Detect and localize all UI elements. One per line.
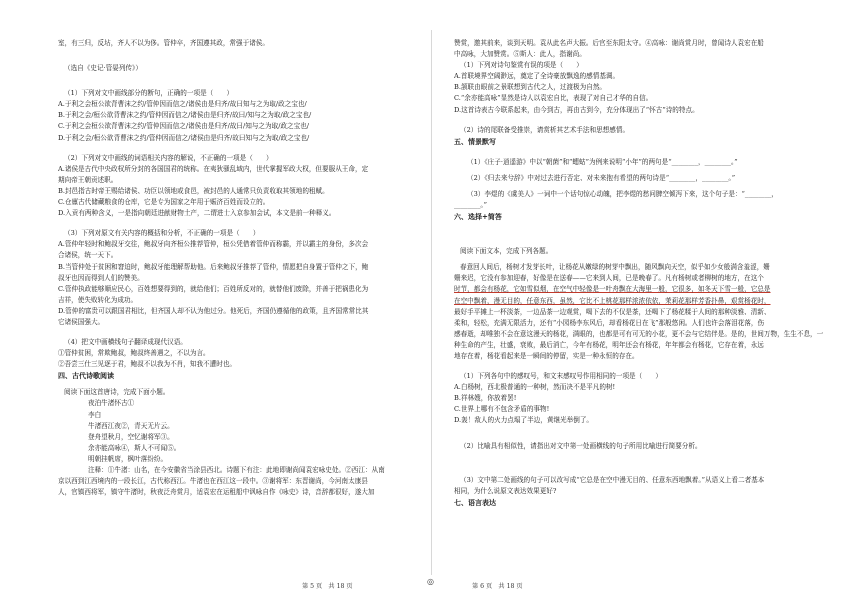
note-cont-2: 中高咏，大加赞赏。⑤斯人：此人，指谢尚。 [454, 50, 586, 59]
note-cont-1: 赞赏，邀其前来，谈到天明。袁从此名声大振。后官至东阳太守。④高咏：谢尚赏月时，曾闻诗人袁宏在船 [454, 39, 764, 47]
poem-intro: 阅读下面这首唐诗，完成下面小题。 [64, 388, 170, 397]
q3-option-d-cont: 它诸侯国强大。 [58, 317, 105, 326]
reading-q1-option-d: D.轰！敌人的火力点塌了半边，黄继光举倒了。 [454, 416, 594, 425]
passage-line-3: 时节，都会有杨花，它如雪似烟，在空气中轻像是一叶舟飘在大海里一般，它很多，如冬天下雪一般，它总是 [454, 285, 771, 294]
poem-note: 注释：①牛渚：山名，在今安徽省当涂县西北。诗题下有注：此地即谢尚闻袁宏咏史处。②西江：从南 [88, 466, 385, 474]
q3-option-a: A.管仲年轻时和鲍叔牙交往，鲍叔牙向齐桓公推荐管仲，桓公凭借着管仲而称霸，并以霸主的身份，多次会 [58, 240, 369, 249]
reading-q1-option-c: C.世界上哪有不包含矛盾的事物! [454, 405, 550, 414]
q4-stem: （4）把文中画横线句子翻译成现代汉语。 [64, 338, 187, 347]
passage-line-4: 在空中飘着，漫无目的，任意东西，虽然，它比不上桃花那样浓浓依依，茉莉花那样芳香扑鼻，艰赏杨花时， [454, 296, 771, 305]
intro-line: 室，有三归，反坫，齐人不以为侈。管仲卒，齐国遵其政，常强于诸侯。 [58, 39, 269, 47]
q3-option-c: C.管仲执政能够顺应民心，百姓想要得到的，就给他们；百姓所反对的，就替他们废除，并善于把祸患化为 [58, 284, 369, 293]
poem-line-2: 登舟望秋月，空忆谢将军③。 [88, 432, 174, 441]
q1-option-b: B.于利之会/桓公欲背曹沫之约/管仲因而信之/诸侯由是归齐/故曰/知与之为取/政之宝也/ [58, 111, 312, 120]
q2-option-d: D.入贡有两种含义，一是指向朝廷进献财物土产，二谓进士入京参加会试，本文是前一种释义。 [58, 209, 336, 218]
poem-q1-option-a: A.首联境界空阔渺远，奠定了全诗豪放飘逸的感情基调。 [454, 72, 620, 81]
passage-line-1: 春意回人间后，杨树才发芽长叶，让杨花从嫩绿的树芽中飘出，随风飘向天空，似乎如少女般满含羞涩，姗 [460, 263, 770, 272]
q2-stem: （2）下列对文中画线的词语相关内容的解说，不正确的一项是（ ） [64, 153, 273, 162]
reading-q1-option-b: B.祥林嫂，你放着罢! [454, 394, 517, 403]
passage-line-8: 种生命的产生，壮盛，衰败，最后消亡，今年有杨花，明年还会有杨花，年年都会有杨花，它存在着，永远 [454, 340, 764, 349]
poem-q1-option-d: D.这首诗表古今联系起来，由今到古，再由古到今，充分体现出了“怀古”诗的特点。 [454, 105, 699, 114]
q3-option-a-cont: 合诸侯，统一天下。 [58, 251, 118, 260]
poem-q2: （2）诗的尾联备受推崇，请赏析其艺术手法和思想感情。 [460, 125, 630, 134]
poem-note-cont-2: 人，官镇西将军，镇守牛渚时，秋夜泛舟赏月，适袁宏在运租船中讽咏自作《咏史》诗，音辞都很好，遂大加 [58, 488, 375, 497]
reading-intro: 阅读下面文本，完成下列各题。 [460, 247, 553, 256]
section-6-title: 六、选择+简答 [454, 212, 502, 222]
section-4-title: 四、古代诗歌阅读 [58, 371, 114, 381]
q3-option-b: B.当管仲处于贫困和窘迫时，鲍叔牙能理解帮助他。后来鲍叔牙推荐了管仲，情愿把自身置于管仲之下，鲍 [58, 262, 369, 271]
reading-q1-option-a: A.白杨树，西北极普通的一种树，然而决不是平凡的树! [454, 383, 616, 392]
poem-line-1: 牛渚西江夜②，青天无片云。 [88, 421, 174, 430]
q2-option-c: C.仓廪古代储藏粮食的仓库，它是专为国家之年用于赈济百姓而设立的。 [58, 198, 270, 207]
poem-q1-option-c: C.“余亦能高咏”显然是诗人以袁宏自比，表现了对自己才华的自信。 [454, 94, 653, 103]
passage-line-2: 姗来迟，它没有参加迎春，好像是在送春——它来到人间，已是晚春了。凡有杨树或者柳树的地方，在这个 [454, 274, 764, 283]
reading-q1-stem: （1）下列各句中的感叹号，和文末感叹号作用相同的一项是（ ） [460, 372, 663, 381]
passage-line-6: 柔和，轻松，充满无限活力，还有“小园杨李东风后，却看杨花日在飞”那般悠闲。人们也许会落泪花落，伤 [454, 318, 765, 327]
section-7-title: 七、语言表达 [454, 497, 496, 507]
passage-line-5: 最好手平摊上一杯淡茶，一边品茶一边观赏，喝下去的不仅是茶，还喝下了杨花糅于人间的那种淡雅、清新、 [454, 307, 771, 316]
right-page [432, 0, 860, 608]
q2-option-a: A.诸侯是古代中央政权所分封的各国国君的统称。在夷狄骚乱域内，世代掌握军政大权，但要服从王命，定 [58, 164, 369, 173]
reading-q3: （3）文中第二处画线的句子可以改写成“它总是在空中漫无目的、任意东西地飘着。”从语义上看二者基本 [460, 475, 765, 484]
poem-q1-option-b: B.颔联由眼前之景联想到古代之人，过渡极为自然。 [454, 83, 607, 92]
poem-title: 夜泊牛渚怀古① [88, 399, 135, 408]
page-number-left: 第 5 页 共 18 页 [302, 583, 353, 590]
dictation-2: （2）《归去来兮辞》中对过去进行否定、对未来抱有希望的两句诗是“________，________。” [467, 173, 736, 182]
q3-option-d: D.管仲的富贵可以跟国君相比，但齐国人却不认为他过分。他死后，齐国仍遵循他的政策，且齐国常常比其 [58, 306, 369, 315]
q4-sentence-1: ①管仲贫困，常欺鲍叔，鲍叔终善遇之，不以为言。 [58, 349, 210, 358]
q2-option-b: B.封邑指古时帝王赐给诸侯、功臣以领地或食邑，被封邑的人通常只负责收取其领地的租赋。 [58, 186, 329, 195]
poem-q1-stem: （1）下列对诗句鉴赏有误的项是（ ） [460, 61, 583, 70]
reading-q3-cont: 相同，为什么说原文表达效果更好? [454, 486, 557, 495]
q3-option-b-cont: 叔牙也因而得到人们的赞美。 [58, 273, 144, 282]
passage-line-7: 感春逝，却唯独不会在意这漫天的杨花，满眼的，也都是可有可无的小花，更不会与它结伴是。是的，世间万物，生生不息，一 [454, 329, 824, 338]
q1-stem: （1）下列对文中画线部分的断句，正确的一项是（ ） [64, 89, 234, 98]
dictation-3-cont: ________。” [454, 201, 488, 210]
q3-option-c-cont: 吉祥，使失败转化为成功。 [58, 295, 138, 304]
q3-stem: （3）下列对原文有关内容的概括和分析，不正确的一项是（ ） [64, 229, 260, 238]
binding-hole-mark: ◎ [427, 577, 434, 586]
poem-line-3: 余亦能高咏④，斯人不可闻⑤。 [88, 443, 181, 452]
dictation-3: （3）李煜的《虞美人》一词中一个话句惊心动魄，把李煜的愁问脾空倾泻下来，这个句子是：“________， [467, 189, 778, 198]
q1-option-d: D.于利之会/桓公欲背曹沫之约/管仲因而信之/诸侯由是归齐/故曰知与之为取/政之宝也/ [58, 133, 310, 142]
q2-option-a-cont: 期向帝王朝贡述职。 [58, 175, 118, 184]
poem-note-cont-1: 京以西到江西境内的一段长江，古代称西江。牛渚也在西江这一段中。③谢将军：东晋谢尚，今河南太康县 [58, 477, 368, 486]
poem-author: 李白 [88, 410, 102, 419]
dictation-1: （1）《庄子·逍遥游》中以“朝菌”和“蟪蛄”为例来说明“小年”的两句是“________，________。” [467, 157, 738, 166]
section-5-title: 五、情景默写 [454, 136, 496, 146]
poem-line-4: 明朝挂帆席，枫叶落纷纷。 [88, 454, 168, 463]
page-number-right: 第 6 页 共 18 页 [472, 583, 523, 590]
passage-line-9: 地存在着，杨花看起来是一瞬间的停留，实是一种永恒的存在。 [454, 351, 639, 360]
q4-sentence-2: ②吾尝三仕三见逐于君，鲍叔不以我为不肖，知我不遭时也。 [58, 360, 237, 369]
q1-option-a: A.于利之会桓公欲背曹沫之约/管仲因而信之/诸侯由是归齐/故曰知与之为取/政之宝也/ [58, 100, 307, 109]
reading-q2: （2）比喻具有相似性，请指出对文中第一处画横线的句子所用比喻进行简要分析。 [460, 441, 702, 450]
source-citation: （选自《史记·管晏列传》） [64, 64, 142, 73]
q1-option-c: C.于利之会桓公欲背曹沫之约/管仲因而信之/诸侯由是归齐/故曰/知与之为取/政之宝也/ [58, 122, 310, 131]
